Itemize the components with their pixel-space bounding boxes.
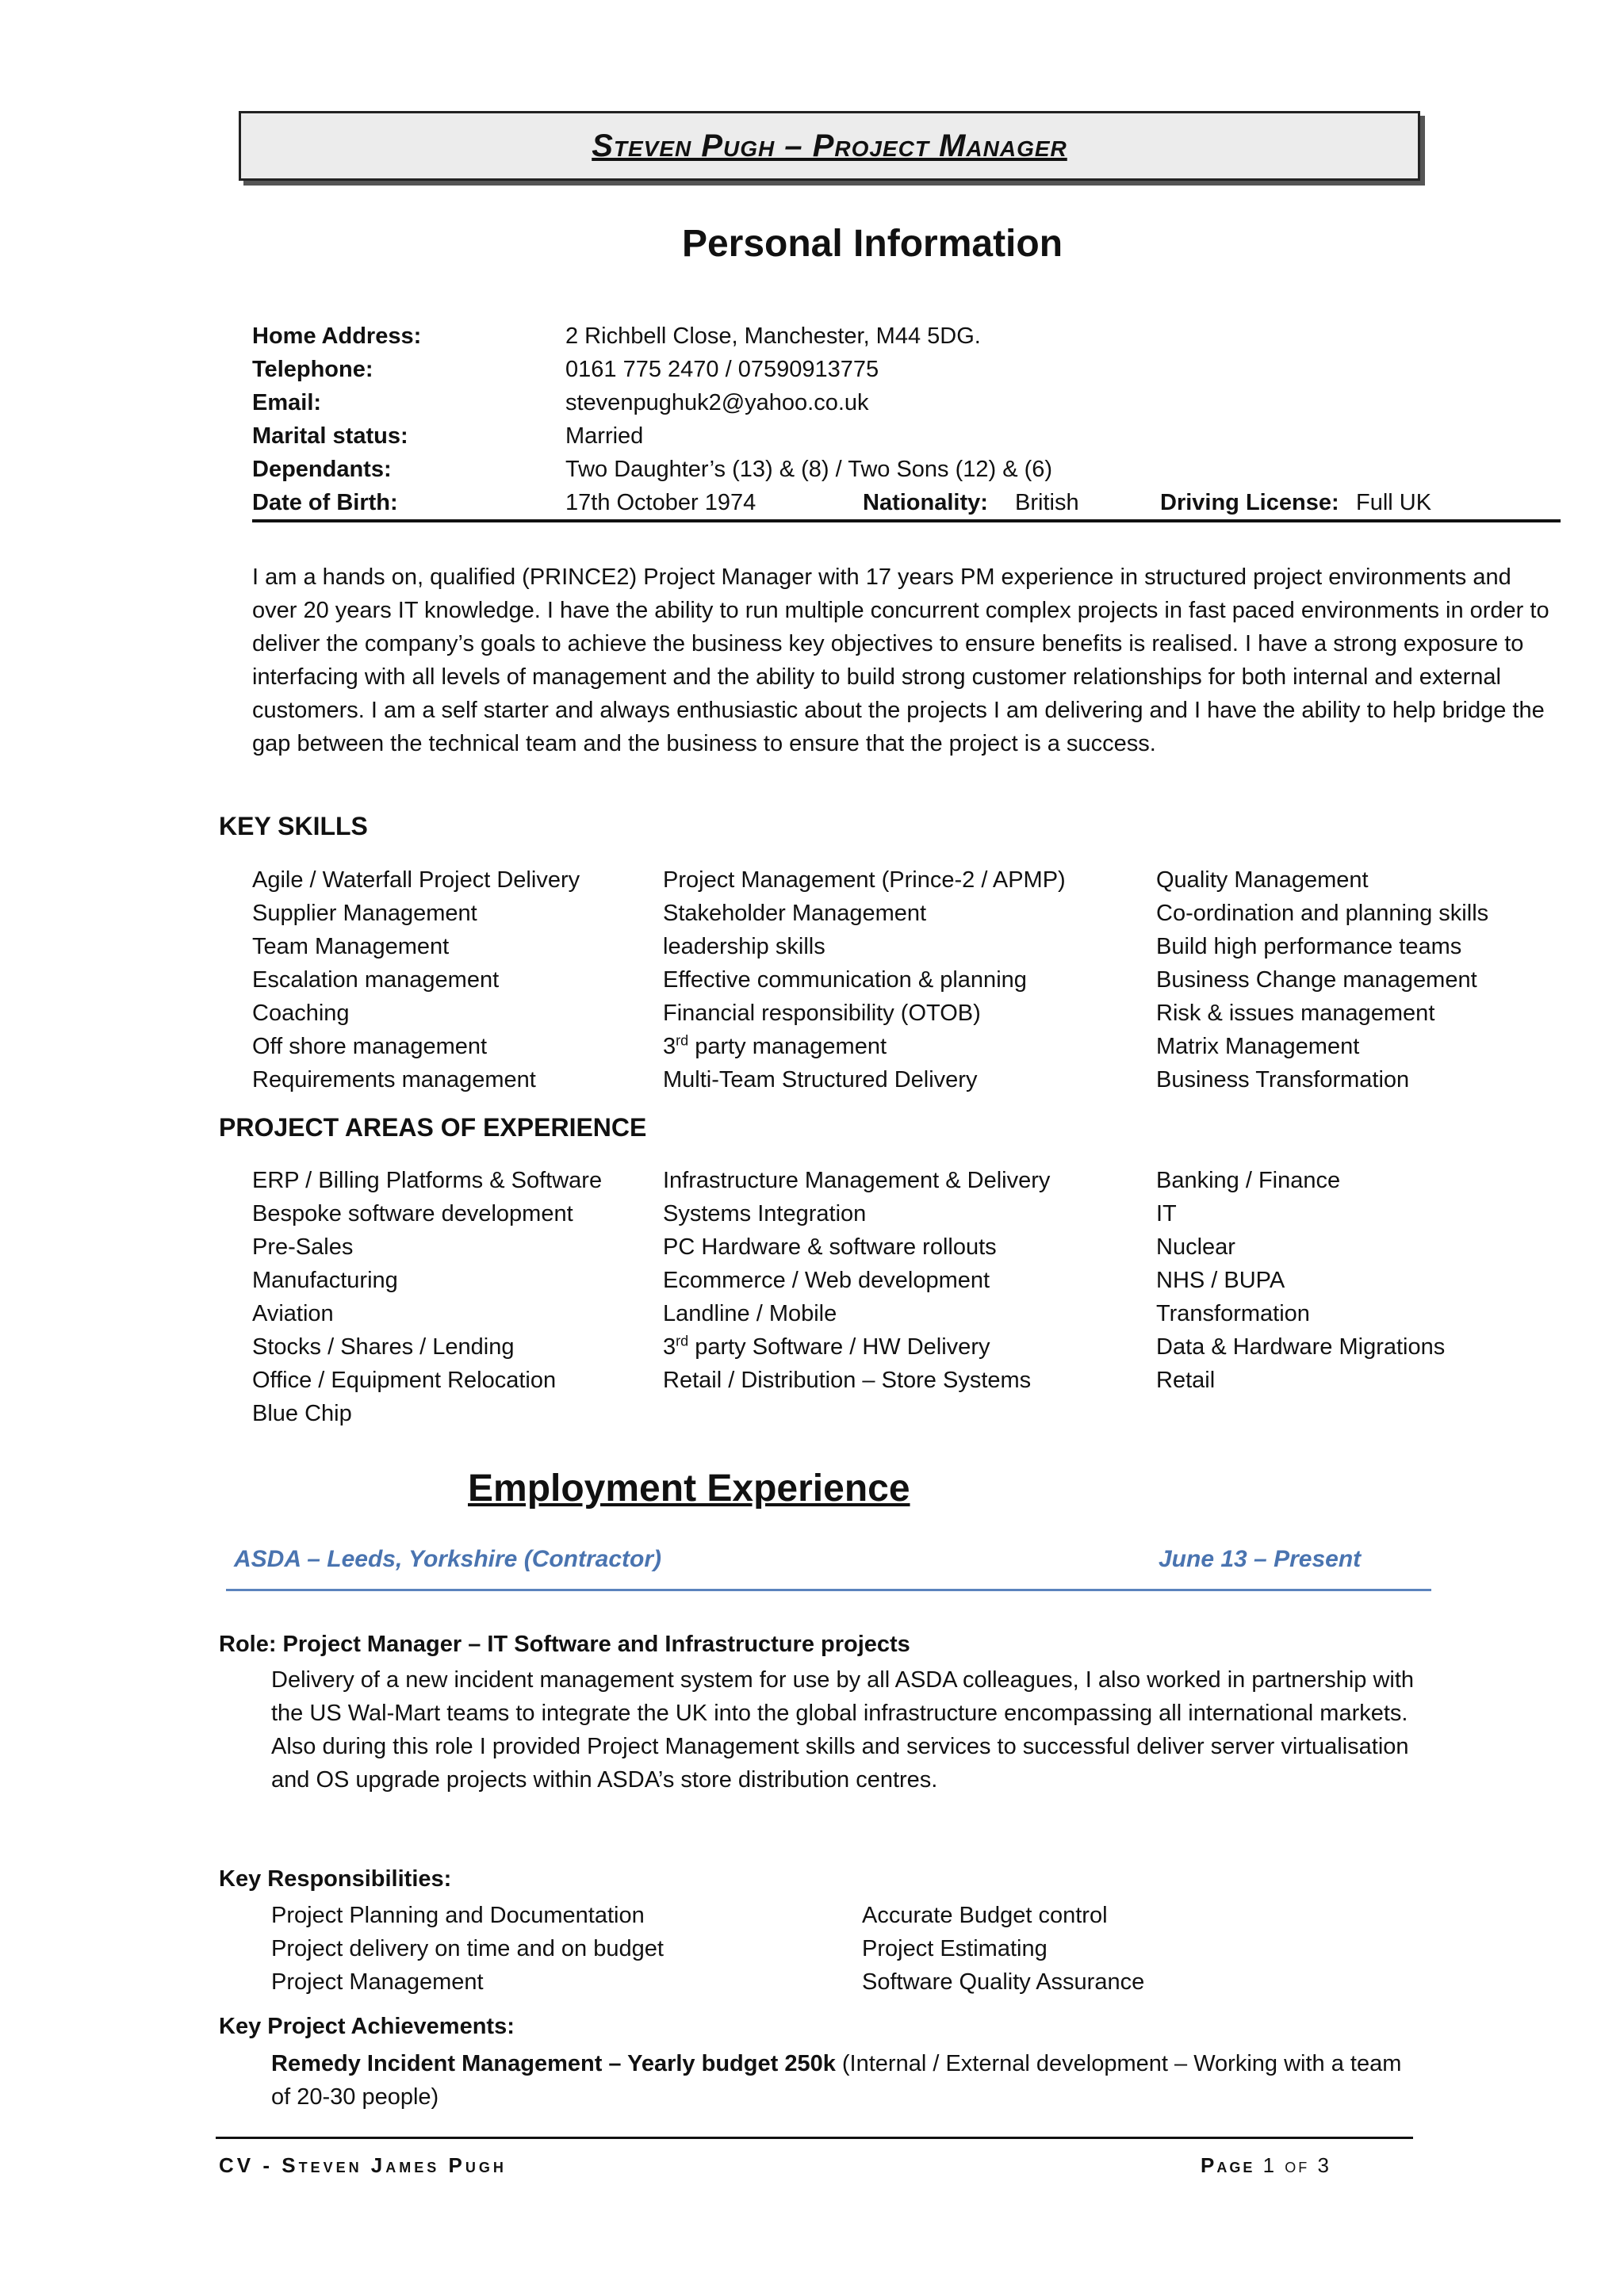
area-item-text: party Software / HW Delivery <box>688 1334 990 1360</box>
area-item: Data & Hardware Migrations <box>1156 1334 1446 1360</box>
footer-cv-name: CV - Steven James Pugh <box>219 2153 507 2177</box>
skill-item: Requirements management <box>252 1067 536 1093</box>
list-item <box>252 897 1600 930</box>
skill-item: Supplier Management <box>252 901 477 926</box>
list-item <box>271 1899 1381 1932</box>
personal-info-row-dob <box>252 486 1561 519</box>
list-item <box>271 1932 1381 1965</box>
personal-info-value: 0161 775 2470 / 07590913775 <box>565 357 879 382</box>
area-item: Office / Equipment Relocation <box>252 1368 557 1393</box>
project-areas-heading: PROJECT AREAS OF EXPERIENCE <box>219 1113 647 1142</box>
job-description: Delivery of a new incident management system for use by all ASDA colleagues, I also worked in partnership with the US Wal-Mart teams to integrate the UK into the global infrastructure encompassing all international markets. Also during this role I provided Project Management skills and services to successful deliver server virtualisation and OS upgrade projects within ASDA’s store distribution centres. <box>271 1667 1415 1793</box>
personal-info-label: Telephone: <box>252 357 373 382</box>
list-item <box>252 1030 1600 1063</box>
profile-summary: I am a hands on, qualified (PRINCE2) Project Manager with 17 years PM experience in structured project environments and over 20 years IT knowledge. I have the ability to run multiple concurrent complex projects in fast paced environments in order to deliver the company’s goals to achieve the business key objectives to ensure benefits is realised. I have a strong exposure to interfacing with all levels of management and the ability to build strong customer relationships for both internal and external customers. I am a self starter and always enthusiastic about the projects I am delivering and I have the ability to help bridge the gap between the technical team and the business to ensure that the project is a success. <box>252 564 1549 756</box>
responsibility-item: Software Quality Assurance <box>862 1969 1145 1995</box>
skill-item: Multi-Team Structured Delivery <box>663 1067 978 1093</box>
area-item: Aviation <box>252 1301 334 1326</box>
list-item <box>252 1063 1600 1096</box>
dob-label: Date of Birth: <box>252 490 398 515</box>
skill-item-text: party management <box>688 1034 887 1059</box>
job-role: Role: Project Manager – IT Software and Infrastructure projects <box>219 1632 910 1657</box>
skill-item: Build high performance teams <box>1156 934 1462 959</box>
key-skills-heading: KEY SKILLS <box>219 812 368 840</box>
area-ordinal: 3 <box>663 1334 676 1360</box>
list-item <box>252 963 1600 997</box>
list-item <box>252 930 1600 963</box>
list-item <box>252 1397 1600 1430</box>
list-item <box>252 863 1600 897</box>
title-banner <box>239 111 1420 181</box>
area-item: Banking / Finance <box>1156 1168 1341 1193</box>
document-title: Steven Pugh – Project Manager <box>592 128 1067 163</box>
responsibilities-list <box>271 1899 1381 1999</box>
personal-info-value: 2 Richbell Close, Manchester, M44 5DG. <box>565 323 981 349</box>
page-total: 3 <box>1317 2153 1331 2177</box>
area-item: PC Hardware & software rollouts <box>663 1234 997 1260</box>
list-item <box>252 1297 1600 1330</box>
page-word: Page <box>1201 2153 1255 2177</box>
skill-item: Risk & issues management <box>1156 1001 1435 1026</box>
nationality-value: British <box>1015 490 1079 515</box>
area-item: Systems Integration <box>663 1201 867 1226</box>
area-item: Ecommerce / Web development <box>663 1268 990 1293</box>
responsibility-item: Project Management <box>271 1969 484 1995</box>
personal-info-row <box>252 320 1561 353</box>
personal-info-label: Email: <box>252 390 322 415</box>
area-item: Manufacturing <box>252 1268 398 1293</box>
area-item: Pre-Sales <box>252 1234 354 1260</box>
skill-item <box>663 1030 887 1063</box>
personal-info-row <box>252 353 1561 386</box>
driving-license-label: Driving License: <box>1160 490 1339 515</box>
area-item: ERP / Billing Platforms & Software <box>252 1168 603 1193</box>
dob-value: 17th October 1974 <box>565 490 756 515</box>
area-item: Retail / Distribution – Store Systems <box>663 1368 1032 1393</box>
footer-divider <box>216 2137 1413 2139</box>
skill-item: Financial responsibility (OTOB) <box>663 1001 981 1026</box>
skill-item: Team Management <box>252 934 450 959</box>
personal-info-value: Married <box>565 423 644 449</box>
personal-info-row <box>252 453 1561 486</box>
skill-item: leadership skills <box>663 934 825 959</box>
responsibility-item: Project delivery on time and on budget <box>271 1936 664 1961</box>
driving-license-value: Full UK <box>1356 490 1432 515</box>
nationality-label: Nationality: <box>863 490 988 515</box>
skill-item: Coaching <box>252 1001 350 1026</box>
page-current: 1 <box>1262 2153 1277 2177</box>
area-item <box>663 1330 990 1364</box>
personal-info-label: Home Address: <box>252 323 422 349</box>
area-item: Retail <box>1156 1368 1216 1393</box>
skill-item: Business Transformation <box>1156 1067 1410 1093</box>
area-item: Infrastructure Management & Delivery <box>663 1168 1051 1193</box>
key-skills-list <box>252 863 1600 1096</box>
responsibilities-heading: Key Responsibilities: <box>219 1866 452 1892</box>
list-item <box>252 1164 1600 1197</box>
skill-item: Business Change management <box>1156 967 1477 993</box>
personal-info-value: Two Daughter’s (13) & (8) / Two Sons (12) & (6) <box>565 457 1053 482</box>
achievement-item <box>271 2047 1421 2114</box>
achievement-title: Remedy Incident Management – Yearly budget 250k <box>271 2051 836 2076</box>
project-areas-list <box>252 1164 1600 1430</box>
personal-info-value: stevenpughuk2@yahoo.co.uk <box>565 390 869 415</box>
skill-item: Agile / Waterfall Project Delivery <box>252 867 580 893</box>
responsibility-item: Project Estimating <box>862 1936 1048 1961</box>
area-item: Blue Chip <box>252 1401 352 1426</box>
skill-item: Co-ordination and planning skills <box>1156 901 1489 926</box>
ordinal-suffix: rd <box>676 1032 689 1049</box>
personal-info-row <box>252 386 1561 419</box>
achievement-text: (Internal / External development – Working with a team of 20-30 people) <box>271 2051 1402 2110</box>
area-item: NHS / BUPA <box>1156 1268 1285 1293</box>
list-item <box>252 1364 1600 1397</box>
list-item <box>252 1197 1600 1230</box>
job-employer: ASDA – Leeds, Yorkshire (Contractor) <box>234 1546 662 1572</box>
area-item: Transformation <box>1156 1301 1310 1326</box>
list-item <box>271 1965 1381 1999</box>
skill-item: Stakeholder Management <box>663 901 927 926</box>
achievements-heading: Key Project Achievements: <box>219 2014 515 2039</box>
ordinal-suffix: rd <box>676 1333 689 1349</box>
area-item: Nuclear <box>1156 1234 1235 1260</box>
employment-experience-heading: Employment Experience <box>468 1468 910 1510</box>
responsibility-item: Project Planning and Documentation <box>271 1903 645 1928</box>
area-item: Bespoke software development <box>252 1201 573 1226</box>
of-word: of <box>1285 2153 1310 2177</box>
area-item: Stocks / Shares / Lending <box>252 1334 515 1360</box>
area-item: Landline / Mobile <box>663 1301 837 1326</box>
job-dates: June 13 – Present <box>1159 1546 1362 1572</box>
skill-ordinal: 3 <box>663 1034 676 1059</box>
skill-item: Quality Management <box>1156 867 1369 893</box>
personal-info-label: Marital status: <box>252 423 408 449</box>
area-item: IT <box>1156 1201 1177 1226</box>
job-header <box>234 1546 1431 1590</box>
list-item <box>252 1330 1600 1364</box>
personal-info-table <box>252 320 1561 519</box>
list-item <box>252 1230 1600 1264</box>
personal-information-heading: Personal Information <box>681 223 1063 265</box>
personal-info-label: Dependants: <box>252 457 392 482</box>
skill-item: Escalation management <box>252 967 500 993</box>
skill-item: Matrix Management <box>1156 1034 1360 1059</box>
responsibility-item: Accurate Budget control <box>862 1903 1108 1928</box>
job-divider <box>226 1589 1431 1591</box>
personal-info-row <box>252 419 1561 453</box>
list-item <box>252 997 1600 1030</box>
list-item <box>252 1264 1600 1297</box>
footer-page-number <box>1201 2153 1331 2178</box>
skill-item: Project Management (Prince-2 / APMP) <box>663 867 1066 893</box>
personal-info-divider <box>252 519 1561 522</box>
skill-item: Effective communication & planning <box>663 967 1027 993</box>
skill-item: Off shore management <box>252 1034 488 1059</box>
